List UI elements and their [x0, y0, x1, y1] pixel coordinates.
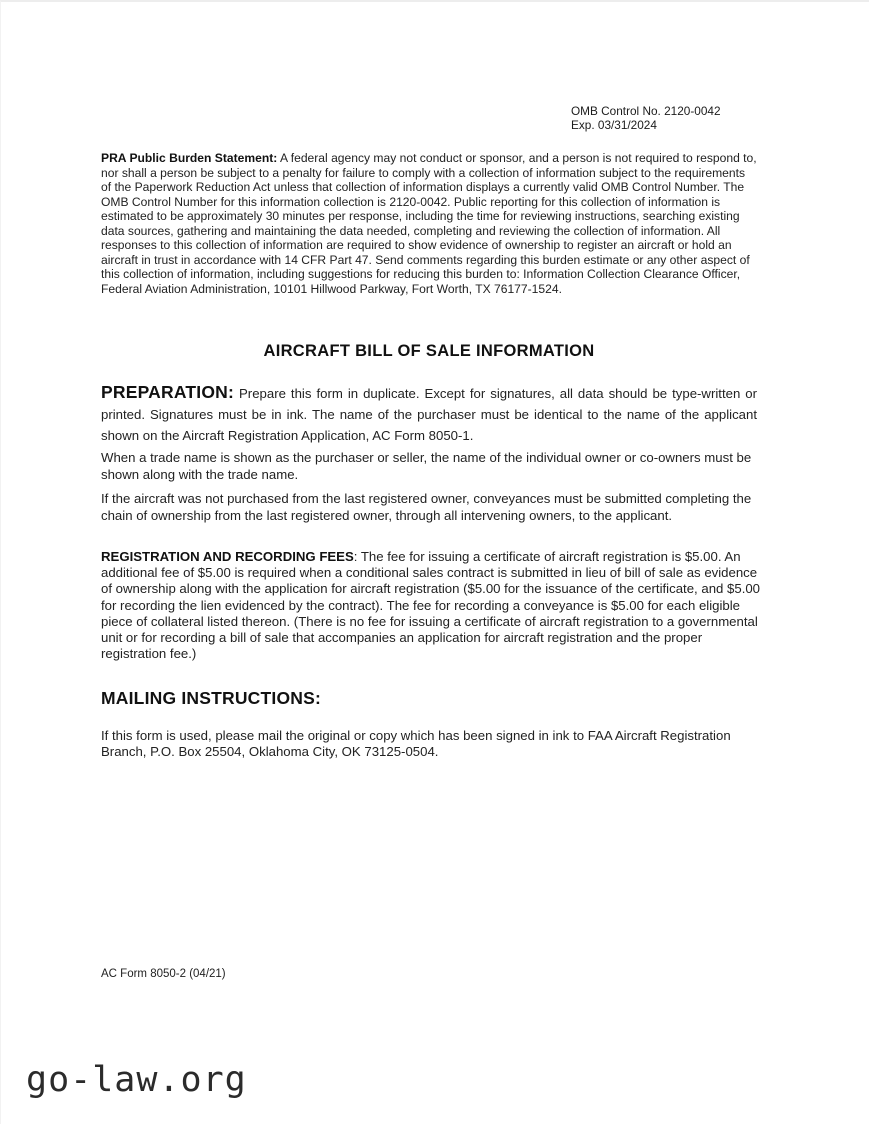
pra-burden-statement: [101, 151, 757, 296]
omb-control-block: [571, 105, 721, 132]
page-title: AIRCRAFT BILL OF SALE INFORMATION: [263, 342, 595, 360]
form-number: AC Form 8050-2 (04/21): [101, 968, 226, 980]
fees-text: : The fee for issuing a certificate of aircraft registration is $5.00. An additional fee of $5.00 is required when a conditional sales contract is submitted in lieu of bill of sale as evidence of ownership along with the application for aircraft registration ($5.00 for the issuance of the certificate, and $5.00 for recording the lien evidenced by the contract). The fee for recording a conveyance is $5.00 for each eligible piece of collateral listed thereon. (There is no fee for issuing a certificate of aircraft registration to a governmental unit or for recording a bill of sale that accompanies an application for aircraft registration and the proper registration fee.): [101, 549, 761, 662]
omb-control-number: OMB Control No. 2120-0042: [571, 104, 721, 118]
fees-heading: REGISTRATION AND RECORDING FEES: [101, 549, 354, 564]
chain-of-ownership-paragraph: If the aircraft was not purchased from the last registered owner, conveyances must be submitted completing the chain of ownership from the last registered owner, through all intervening owners, to the applicant.: [101, 491, 752, 523]
omb-expiration-date: Exp. 03/31/2024: [571, 117, 657, 132]
pra-burden-statement-lead: PRA Public Burden Statement:: [101, 151, 278, 165]
pra-burden-statement-text: A federal agency may not conduct or sponsor, and a person is not required to respond to, nor shall a person be subject to a penalty for failure to comply with a collection of information subject to the requirements of the Paperwork Reduction Act unless that collection of information displays a currently valid OMB Control Number. The OMB Control Number for this information collection is 2120-0042. Public reporting for this collection of information is estimated to be approximately 30 minutes per response, including the time for reviewing instructions, searching existing data sources, gathering and maintaining the data needed, completing and reviewing the collection of information. All responses to this collection of information are required to show evidence of ownership to register an aircraft or hold an aircraft in trust in accordance with 14 CFR Part 47. Send comments regarding this burden estimate or any other aspect of this collection of information, including suggestions for reducing this burden to: Information Collection Clearance Officer, Federal Aviation Administration, 10101 Hillwood Parkway, Fort Worth, TX 76177-1524.: [101, 151, 757, 296]
preparation-text: Prepare this form in duplicate. Except for signatures, all data should be type-written or printed. Signatures must be in ink. The name of the purchaser must be identical to the name of the applicant shown on the Aircraft Registration Application, AC Form 8050-1.: [101, 386, 757, 443]
preparation-section: [101, 382, 757, 446]
fees-section: [101, 549, 761, 662]
watermark-text: go-law.org: [26, 1060, 247, 1100]
trade-name-paragraph: When a trade name is shown as the purchaser or seller, the name of the individual owner or co-owners must be shown along with the trade name.: [101, 450, 752, 482]
preparation-heading: PREPARATION:: [101, 382, 235, 402]
mailing-instructions-text: If this form is used, please mail the original or copy which has been signed in ink to FAA Aircraft Registration Branch, P.O. Box 25504, Oklahoma City, OK 73125-0504.: [101, 728, 731, 760]
mailing-instructions-heading: MAILING INSTRUCTIONS:: [101, 688, 322, 708]
